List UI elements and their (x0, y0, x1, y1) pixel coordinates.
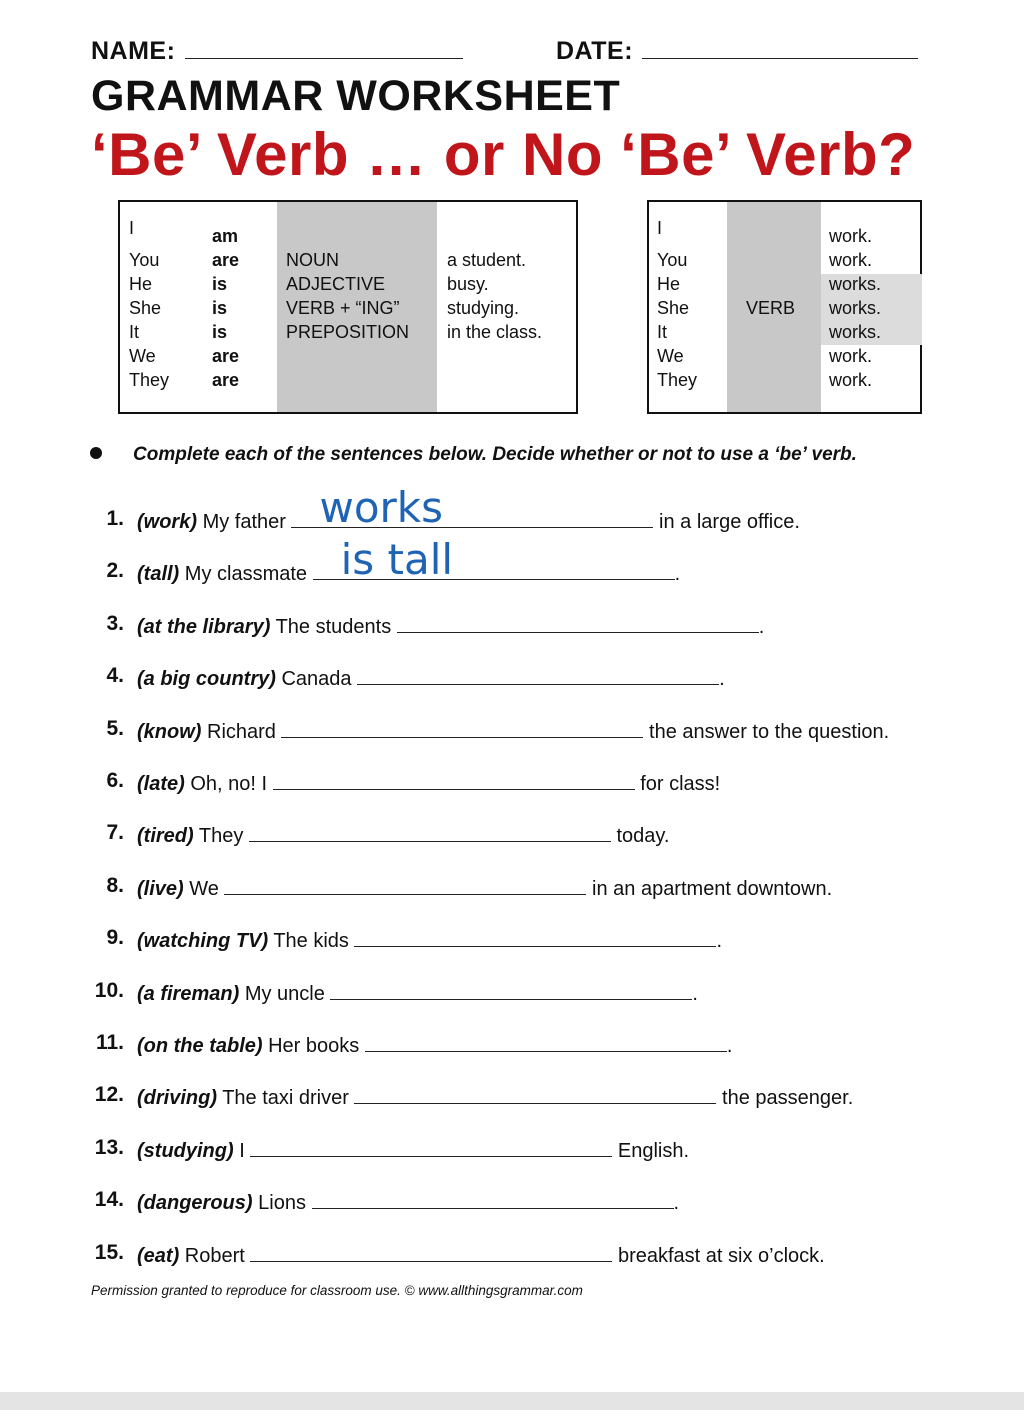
word-type: ADJECTIVE (286, 274, 386, 294)
be-verb: am (212, 226, 239, 246)
answer-blank[interactable] (354, 926, 716, 947)
subject: They (657, 370, 698, 390)
item-cue: (tall) (137, 563, 180, 586)
item-cue: (tired) (137, 825, 194, 848)
item-after-text: . (719, 668, 725, 691)
item-sentence (137, 769, 720, 796)
answer-blank[interactable] (224, 874, 586, 895)
subject: We (657, 346, 684, 366)
item-number: 5. (106, 716, 124, 740)
item-number: 12. (94, 1083, 124, 1107)
item-cue: (a big country) (137, 668, 276, 691)
answer-blank[interactable] (291, 483, 653, 532)
item-before-text: Robert (184, 1244, 245, 1267)
subject: It (657, 322, 668, 342)
item-after-text: . (758, 615, 765, 638)
answer-blank[interactable] (397, 612, 759, 633)
answer-blank[interactable] (250, 1136, 612, 1157)
item-sentence (137, 535, 681, 586)
exercise-item (0, 1241, 1024, 1281)
exercise-item (0, 717, 1024, 757)
item-number: 13. (94, 1135, 124, 1159)
item-number: 14. (94, 1188, 124, 1212)
item-cue: (dangerous) (137, 1192, 253, 1215)
item-after-text: in a large office. (659, 511, 800, 533)
be-verb: are (212, 250, 240, 270)
item-number: 15. (94, 1240, 124, 1264)
name-label: NAME: (91, 36, 463, 66)
verb-form: work. (829, 370, 873, 390)
item-before-text: I (239, 1139, 245, 1162)
be-verb: is (212, 322, 228, 342)
item-number: 11. (95, 1031, 124, 1054)
answer-blank[interactable] (281, 717, 643, 738)
handwritten-answer: is tall (340, 535, 454, 585)
item-sentence (137, 926, 722, 953)
item-sentence (137, 1031, 732, 1058)
footer-permission: Permission granted to reproduce for classroom use. © www.allthingsgrammar.com (91, 1283, 583, 1298)
item-cue: (a fireman) (137, 982, 240, 1005)
item-sentence (137, 1241, 825, 1268)
item-cue: (late) (137, 773, 185, 795)
subject: It (129, 322, 140, 342)
answer-blank[interactable] (249, 821, 611, 842)
exercise-item (0, 821, 1024, 861)
item-number: 4. (106, 664, 124, 688)
verb-form: works. (829, 298, 882, 318)
worksheet-subtitle: ‘Be’ Verb … or No ‘Be’ Verb? (91, 121, 916, 188)
example: a student. (447, 250, 527, 270)
item-before-text: We (189, 877, 219, 900)
item-sentence (137, 874, 832, 901)
item-sentence (137, 664, 725, 691)
example: busy. (447, 274, 489, 294)
subject: They (129, 370, 170, 390)
word-type: VERB + “ING” (286, 298, 400, 318)
subject: She (657, 298, 690, 318)
item-cue: (know) (137, 720, 202, 743)
exercise-item (0, 874, 1024, 914)
item-sentence (137, 1188, 679, 1215)
item-cue: (driving) (137, 1087, 217, 1110)
answer-blank[interactable] (357, 664, 719, 685)
item-cue: (live) (137, 877, 184, 900)
exercise-item (0, 664, 1024, 704)
item-sentence (137, 717, 889, 744)
subject: I (657, 218, 663, 238)
word-types-column (286, 248, 409, 344)
answer-blank[interactable] (354, 1083, 716, 1104)
item-cue: (eat) (137, 1244, 180, 1267)
be-verb: are (212, 346, 240, 366)
verb-subjects-column (657, 218, 698, 392)
subject: He (129, 274, 153, 294)
item-sentence (137, 979, 698, 1006)
be-verbs-column (212, 224, 239, 392)
answer-blank[interactable] (330, 979, 692, 1000)
exercise-item (0, 769, 1024, 809)
item-before-text: They (198, 825, 244, 848)
subject: I (129, 218, 135, 238)
exercise-item (0, 1083, 1024, 1123)
answer-blank[interactable] (250, 1241, 612, 1262)
verb-table (647, 200, 922, 414)
item-sentence (137, 612, 764, 639)
be-verb: are (212, 370, 240, 390)
item-after-text: in an apartment downtown. (592, 877, 833, 900)
item-number: 2. (106, 559, 124, 583)
item-after-text: . (716, 930, 723, 953)
word-type: PREPOSITION (286, 322, 410, 342)
item-number: 9. (106, 926, 124, 950)
item-cue: (watching TV) (137, 930, 269, 953)
item-sentence (137, 821, 669, 848)
item-before-text: My uncle (244, 982, 325, 1005)
exercise-item (0, 1031, 1024, 1071)
subject: You (129, 250, 160, 270)
item-after-text: . (726, 1035, 733, 1057)
examples-column (447, 248, 542, 344)
item-number: 6. (106, 769, 124, 792)
item-before-text: Her books (268, 1035, 360, 1057)
item-number: 8. (106, 873, 124, 897)
subject: She (129, 298, 162, 318)
answer-blank[interactable] (273, 769, 635, 790)
exercise-item (0, 979, 1024, 1019)
bullet-icon (90, 447, 102, 459)
item-cue: (at the library) (137, 615, 271, 638)
item-before-text: Richard (207, 720, 276, 743)
answer-blank[interactable] (313, 535, 675, 585)
subject: You (657, 250, 688, 270)
date-label: DATE: (556, 36, 918, 66)
subject: He (657, 274, 681, 294)
exercise-item (0, 483, 1024, 547)
handwritten-answer: works (319, 483, 444, 532)
item-number: 10. (94, 978, 124, 1002)
item-sentence (137, 1136, 689, 1163)
name-field[interactable] (185, 36, 463, 59)
item-before-text: The students (275, 615, 392, 638)
exercise-item (0, 535, 1024, 599)
item-number: 3. (106, 611, 124, 635)
verb-form: work. (829, 250, 873, 270)
verb-label: VERB (746, 298, 796, 318)
exercise-item (0, 926, 1024, 966)
item-number: 7. (106, 821, 124, 845)
verb-forms-column (829, 224, 881, 392)
verb-form: works. (829, 274, 882, 294)
item-before-text: My father (202, 511, 286, 533)
item-number: 1. (106, 507, 124, 530)
worksheet-title: GRAMMAR WORKSHEET (91, 72, 621, 120)
item-before-text: Lions (258, 1192, 306, 1215)
instruction-text: Complete each of the sentences below. Decide whether or not to use a ‘be’ verb. (133, 444, 857, 465)
item-sentence (137, 483, 800, 534)
exercise-item (0, 1188, 1024, 1228)
item-after-text: breakfast at six o’clock. (617, 1244, 825, 1267)
item-after-text: the answer to the question. (649, 720, 890, 743)
verb-form: work. (829, 346, 873, 366)
item-after-text: the passenger. (722, 1087, 854, 1110)
be-verb: is (212, 298, 228, 318)
item-before-text: My classmate (184, 563, 308, 586)
item-before-text: Oh, no! I (190, 773, 268, 795)
page-bottom-bar (0, 1392, 1024, 1410)
item-before-text: The taxi driver (222, 1087, 349, 1110)
answer-blank[interactable] (365, 1031, 727, 1052)
item-after-text: . (674, 563, 681, 586)
word-type: NOUN (286, 250, 339, 270)
be-verb: is (212, 274, 228, 294)
item-after-text: . (692, 982, 698, 1005)
item-cue: (on the table) (137, 1035, 263, 1057)
verb-form: works. (829, 322, 882, 342)
item-sentence (137, 1083, 853, 1110)
exercise-item (0, 1136, 1024, 1176)
be-verb-table (118, 200, 578, 414)
item-before-text: Canada (281, 668, 352, 691)
example: in the class. (447, 322, 543, 342)
verb-form: work. (829, 226, 873, 246)
item-cue: (studying) (137, 1139, 234, 1162)
subject: We (129, 346, 156, 366)
answer-blank[interactable] (312, 1188, 674, 1209)
item-after-text: . (673, 1192, 680, 1215)
exercise-item (0, 612, 1024, 652)
item-after-text: today. (616, 825, 670, 848)
item-after-text: for class! (640, 773, 721, 795)
be-subjects-column (129, 218, 170, 392)
date-field[interactable] (642, 36, 918, 59)
example: studying. (447, 298, 520, 318)
item-before-text: The kids (273, 930, 349, 953)
item-after-text: English. (617, 1139, 690, 1162)
item-cue: (work) (137, 511, 197, 533)
